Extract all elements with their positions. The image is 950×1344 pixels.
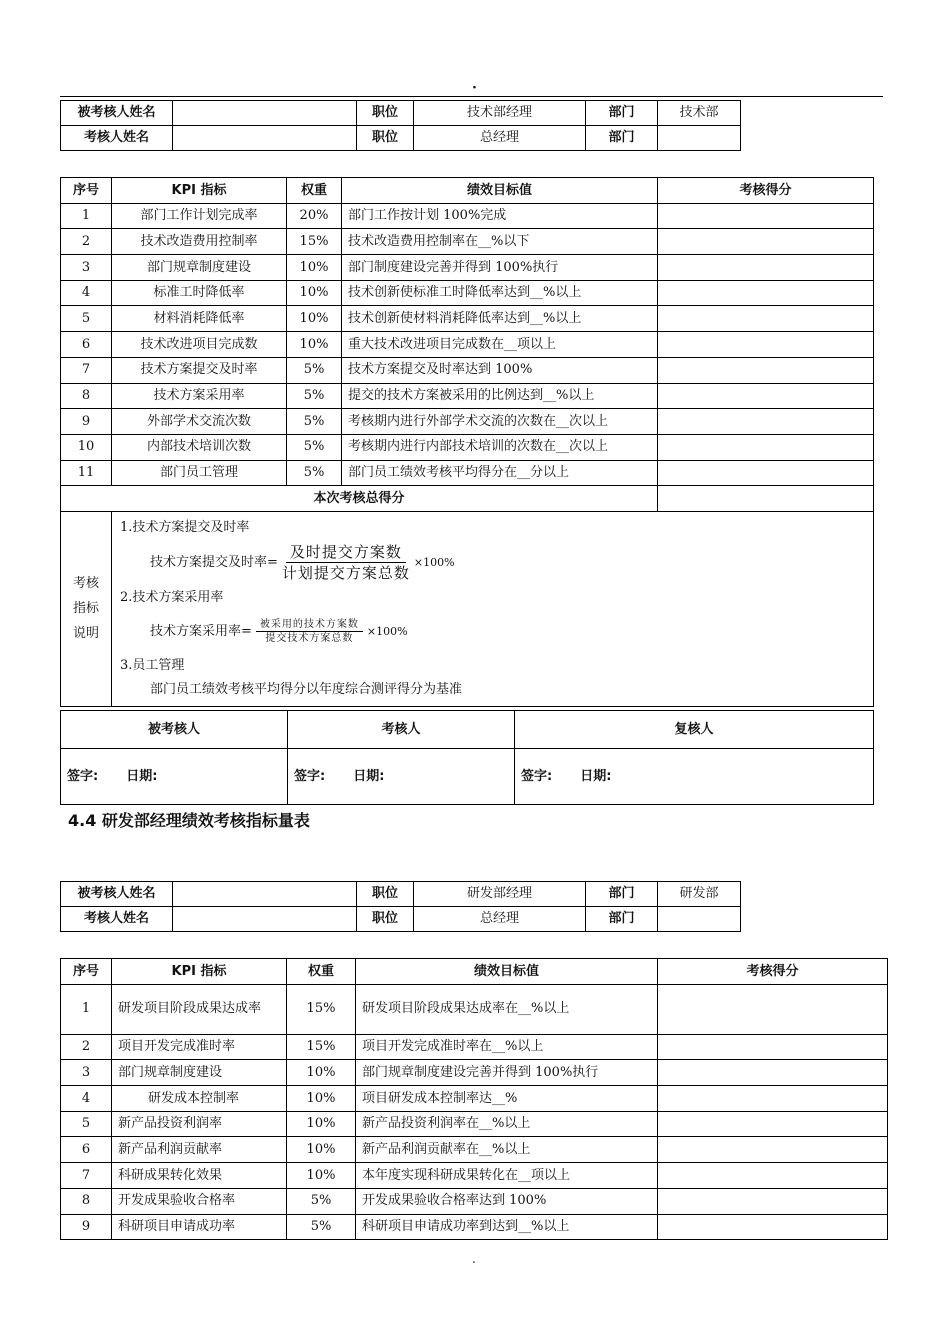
kpi-target: 提交的技术方案被采用的比例达到__%以上 — [342, 383, 658, 409]
kpi-name: 材料消耗降低率 — [112, 306, 287, 332]
dept-value — [658, 126, 741, 151]
side-label-2: 指标 — [72, 601, 99, 617]
kpi-row — [61, 1086, 888, 1112]
kpi-weight: 5% — [287, 357, 342, 383]
kpi-row — [61, 357, 874, 383]
kpi-name: 研发成本控制率 — [112, 1086, 287, 1112]
kpi-target: 项目研发成本控制率达__% — [356, 1086, 658, 1112]
kpi-header-row — [61, 959, 888, 985]
kpi-score-cell[interactable] — [658, 1137, 888, 1163]
item2-lhs: 技术方案采用率= — [150, 624, 252, 640]
kpi-score-cell[interactable] — [658, 1214, 888, 1240]
kpi-name: 技术改进项目完成数 — [112, 332, 287, 358]
kpi-no: 4 — [61, 1086, 112, 1112]
kpi-target: 项目开发完成准时率在__%以上 — [356, 1034, 658, 1060]
kpi-row — [61, 1034, 888, 1060]
sig-cell-assessor[interactable] — [288, 749, 515, 805]
side-label-1: 考核 — [72, 576, 99, 592]
kpi-score-cell[interactable] — [658, 203, 874, 229]
kpi-name: 科研项目申请成功率 — [112, 1214, 287, 1240]
sign-label: 签字: — [521, 768, 553, 784]
kpi-target: 部门工作按计划 100%完成 — [342, 203, 658, 229]
position-label: 职位 — [357, 126, 414, 151]
info-label: 被考核人姓名 — [61, 882, 173, 907]
kpi-no: 3 — [61, 1060, 112, 1086]
kpi-score-cell[interactable] — [658, 357, 874, 383]
explain-side-label — [61, 511, 112, 706]
kpi-score-cell[interactable] — [658, 434, 874, 460]
kpi-weight: 10% — [287, 280, 342, 306]
kpi-weight: 10% — [287, 1137, 356, 1163]
kpi-no: 6 — [61, 332, 112, 358]
kpi-target: 部门规章制度建设完善并得到 100%执行 — [356, 1060, 658, 1086]
dept-label: 部门 — [586, 101, 658, 126]
kpi-row — [61, 229, 874, 255]
kpi-score-cell[interactable] — [658, 383, 874, 409]
info-label: 考核人姓名 — [61, 907, 173, 932]
kpi-weight: 15% — [287, 1034, 356, 1060]
kpi-row — [61, 1214, 888, 1240]
position-label: 职位 — [357, 907, 414, 932]
item1-lhs: 技术方案提交及时率= — [150, 555, 278, 571]
kpi-score-cell[interactable] — [658, 1111, 888, 1137]
kpi-row — [61, 306, 874, 332]
position-label: 职位 — [357, 101, 414, 126]
kpi-target: 新产品利润贡献率在__%以上 — [356, 1137, 658, 1163]
kpi-row — [61, 332, 874, 358]
position-label: 职位 — [357, 882, 414, 907]
kpi-no: 2 — [61, 1034, 112, 1060]
kpi-target: 考核期内进行内部技术培训的次数在__次以上 — [342, 434, 658, 460]
kpi-target: 重大技术改进项目完成数在__项以上 — [342, 332, 658, 358]
name-value-cell[interactable] — [173, 882, 357, 907]
kpi-weight: 20% — [287, 203, 342, 229]
kpi-weight: 10% — [287, 332, 342, 358]
kpi-name: 内部技术培训次数 — [112, 434, 287, 460]
kpi-no: 4 — [61, 280, 112, 306]
info-label: 考核人姓名 — [61, 126, 173, 151]
item3-title: 3.员工管理 — [120, 657, 185, 673]
item2-formula — [120, 610, 865, 654]
kpi-score-cell[interactable] — [658, 280, 874, 306]
kpi-no: 1 — [61, 203, 112, 229]
section-title: 4.4 研发部经理绩效考核指标量表 — [68, 811, 310, 830]
kpi-row — [61, 1137, 888, 1163]
item2-fraction — [256, 618, 363, 646]
name-value-cell[interactable] — [173, 101, 357, 126]
kpi-row — [61, 1060, 888, 1086]
kpi-name: 部门工作计划完成率 — [112, 203, 287, 229]
total-label: 本次考核总得分 — [61, 486, 658, 512]
kpi-name: 新产品利润贡献率 — [112, 1137, 287, 1163]
item2-denominator: 提交技术方案总数 — [265, 633, 354, 645]
sig-col-assessee: 被考核人 — [61, 711, 288, 749]
explain-row — [61, 511, 874, 706]
kpi-no: 3 — [61, 255, 112, 281]
position-value: 总经理 — [414, 907, 586, 932]
info-row — [61, 101, 741, 126]
kpi-no: 10 — [61, 434, 112, 460]
kpi-target: 部门制度建设完善并得到 100%执行 — [342, 255, 658, 281]
name-value-cell[interactable] — [173, 907, 357, 932]
signature-table — [60, 710, 874, 805]
col-no: 序号 — [61, 178, 112, 204]
item1-fraction — [282, 542, 410, 584]
kpi-row — [61, 255, 874, 281]
kpi-name: 部门规章制度建设 — [112, 255, 287, 281]
total-row — [61, 486, 874, 512]
kpi-weight: 15% — [287, 984, 356, 1034]
sig-col-assessor: 考核人 — [288, 711, 515, 749]
kpi-weight: 5% — [287, 383, 342, 409]
kpi-weight: 10% — [287, 306, 342, 332]
kpi-score-cell[interactable] — [658, 460, 874, 486]
kpi-row — [61, 1163, 888, 1189]
kpi-target: 技术创新使标准工时降低率达到__%以上 — [342, 280, 658, 306]
kpi-score-cell[interactable] — [658, 1060, 888, 1086]
kpi-score-cell[interactable] — [658, 332, 874, 358]
kpi-no: 8 — [61, 383, 112, 409]
header-rule — [60, 96, 883, 97]
kpi-no: 7 — [61, 1163, 112, 1189]
kpi-row — [61, 1188, 888, 1214]
col-weight: 权重 — [287, 959, 356, 985]
sig-cell-assessee[interactable] — [61, 749, 288, 805]
item1-denominator: 计划提交方案总数 — [281, 564, 410, 583]
kpi-row — [61, 984, 888, 1034]
col-weight: 权重 — [287, 178, 342, 204]
kpi-no: 9 — [61, 409, 112, 435]
col-target: 绩效目标值 — [356, 959, 658, 985]
kpi-weight: 10% — [287, 255, 342, 281]
kpi-no: 8 — [61, 1188, 112, 1214]
info-table-2 — [60, 881, 741, 932]
dept-label: 部门 — [586, 882, 658, 907]
kpi-target: 研发项目阶段成果达成率在__%以上 — [356, 984, 658, 1034]
position-value: 研发部经理 — [414, 882, 586, 907]
info-row — [61, 882, 741, 907]
col-score: 考核得分 — [658, 959, 888, 985]
item1-multiplier: ×100% — [413, 555, 455, 569]
footer-dot: . — [472, 1252, 476, 1266]
total-score-cell[interactable] — [658, 486, 874, 512]
signature-row — [61, 749, 874, 805]
position-value: 技术部经理 — [414, 101, 586, 126]
kpi-name: 新产品投资利润率 — [112, 1111, 287, 1137]
kpi-name: 技术方案提交及时率 — [112, 357, 287, 383]
kpi-weight: 10% — [287, 1111, 356, 1137]
item1-title: 1.技术方案提交及时率 — [120, 519, 250, 535]
kpi-name: 科研成果转化效果 — [112, 1163, 287, 1189]
kpi-name: 部门员工管理 — [112, 460, 287, 486]
kpi-score-cell[interactable] — [658, 409, 874, 435]
kpi-score-cell[interactable] — [658, 255, 874, 281]
kpi-target: 开发成果验收合格率达到 100% — [356, 1188, 658, 1214]
col-target: 绩效目标值 — [342, 178, 658, 204]
kpi-name: 标准工时降低率 — [112, 280, 287, 306]
info-row — [61, 126, 741, 151]
kpi-no: 9 — [61, 1214, 112, 1240]
kpi-score-cell[interactable] — [658, 1086, 888, 1112]
side-label-3: 说明 — [72, 626, 99, 642]
info-label: 被考核人姓名 — [61, 101, 173, 126]
kpi-weight: 5% — [287, 1214, 356, 1240]
col-no: 序号 — [61, 959, 112, 985]
item3-text: 部门员工绩效考核平均得分以年度综合测评得分为基准 — [150, 681, 463, 697]
dept-label: 部门 — [586, 907, 658, 932]
kpi-row — [61, 409, 874, 435]
kpi-header-row — [61, 178, 874, 204]
kpi-target: 新产品投资利润率在__%以上 — [356, 1111, 658, 1137]
kpi-no: 5 — [61, 1111, 112, 1137]
kpi-target: 科研项目申请成功率到达到__%以上 — [356, 1214, 658, 1240]
kpi-row — [61, 203, 874, 229]
date-label: 日期: — [580, 768, 612, 784]
item2-numerator: 被采用的技术方案数 — [256, 618, 363, 633]
position-value: 总经理 — [414, 126, 586, 151]
dept-label: 部门 — [586, 126, 658, 151]
kpi-row — [61, 434, 874, 460]
info-table-1 — [60, 100, 741, 151]
kpi-name: 研发项目阶段成果达成率 — [112, 984, 287, 1034]
kpi-target: 技术方案提交及时率达到 100% — [342, 357, 658, 383]
kpi-table-1 — [60, 177, 874, 707]
kpi-weight: 10% — [287, 1060, 356, 1086]
kpi-name: 项目开发完成准时率 — [112, 1034, 287, 1060]
info-row — [61, 907, 741, 932]
item2-title: 2.技术方案采用率 — [120, 589, 224, 605]
kpi-weight: 5% — [287, 409, 342, 435]
kpi-no: 6 — [61, 1137, 112, 1163]
name-value-cell[interactable] — [173, 126, 357, 151]
kpi-row — [61, 460, 874, 486]
kpi-target: 部门员工绩效考核平均得分在__分以上 — [342, 460, 658, 486]
sig-cell-reviewer[interactable] — [515, 749, 874, 805]
kpi-weight: 15% — [287, 229, 342, 255]
kpi-target: 技术创新使材料消耗降低率达到__%以上 — [342, 306, 658, 332]
col-score: 考核得分 — [658, 178, 874, 204]
kpi-name: 技术改造费用控制率 — [112, 229, 287, 255]
kpi-row — [61, 383, 874, 409]
item2-multiplier: ×100% — [366, 624, 408, 638]
kpi-score-cell[interactable] — [658, 229, 874, 255]
date-label: 日期: — [126, 768, 158, 784]
kpi-row — [61, 1111, 888, 1137]
sig-col-reviewer: 复核人 — [515, 711, 874, 749]
kpi-name: 部门规章制度建设 — [112, 1060, 287, 1086]
kpi-target: 本年度实现科研成果转化在__项以上 — [356, 1163, 658, 1189]
col-kpi: KPI 指标 — [112, 959, 287, 985]
kpi-no: 2 — [61, 229, 112, 255]
header-dot: · — [472, 80, 477, 96]
dept-value — [658, 907, 741, 932]
col-kpi: KPI 指标 — [112, 178, 287, 204]
kpi-no: 1 — [61, 984, 112, 1034]
kpi-target: 考核期内进行外部学术交流的次数在__次以上 — [342, 409, 658, 435]
kpi-weight: 5% — [287, 434, 342, 460]
kpi-table-2 — [60, 958, 888, 1240]
kpi-no: 11 — [61, 460, 112, 486]
kpi-score-cell[interactable] — [658, 1188, 888, 1214]
kpi-row — [61, 280, 874, 306]
item1-formula — [120, 540, 865, 586]
kpi-name: 开发成果验收合格率 — [112, 1188, 287, 1214]
kpi-score-cell[interactable] — [658, 306, 874, 332]
explain-content — [112, 511, 874, 706]
kpi-name: 技术方案采用率 — [112, 383, 287, 409]
dept-value: 研发部 — [658, 882, 741, 907]
dept-value: 技术部 — [658, 101, 741, 126]
date-label: 日期: — [353, 768, 385, 784]
kpi-score-cell[interactable] — [658, 1034, 888, 1060]
item1-numerator: 及时提交方案数 — [286, 542, 406, 563]
kpi-score-cell[interactable] — [658, 984, 888, 1034]
kpi-no: 7 — [61, 357, 112, 383]
kpi-score-cell[interactable] — [658, 1163, 888, 1189]
kpi-no: 5 — [61, 306, 112, 332]
kpi-weight: 10% — [287, 1086, 356, 1112]
kpi-name: 外部学术交流次数 — [112, 409, 287, 435]
signature-header-row — [61, 711, 874, 749]
sign-label: 签字: — [294, 768, 326, 784]
kpi-target: 技术改造费用控制率在__%以下 — [342, 229, 658, 255]
kpi-weight: 5% — [287, 460, 342, 486]
kpi-weight: 10% — [287, 1163, 356, 1189]
kpi-weight: 5% — [287, 1188, 356, 1214]
sign-label: 签字: — [67, 768, 99, 784]
